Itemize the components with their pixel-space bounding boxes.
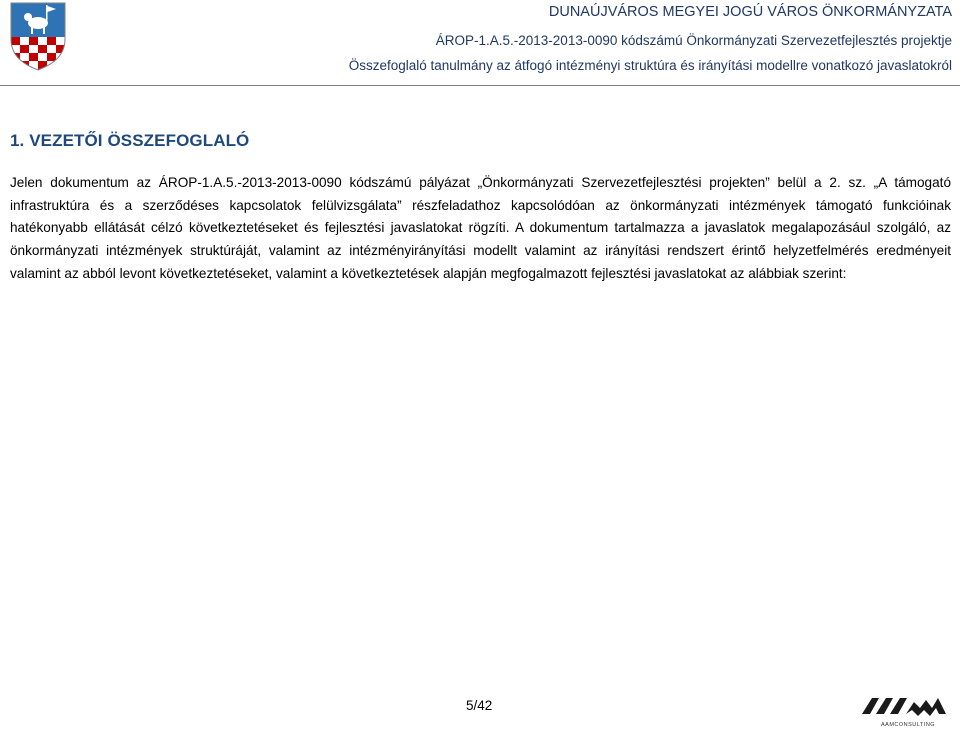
header-divider — [0, 85, 960, 86]
city-coat-of-arms-icon — [9, 1, 67, 71]
document-header — [349, 3, 952, 79]
header-project: ÁROP-1.A.5.-2013-2013-0090 kódszámú Önkormányzati Szervezetfejlesztés projektje — [435, 33, 952, 48]
logo-caption: AAMCONSULTING — [881, 722, 936, 728]
page-number: 5/42 — [466, 698, 493, 713]
header-organization: DUNAÚJVÁROS MEGYEI JOGÚ VÁROS ÖNKORMÁNYZATA — [548, 4, 952, 20]
header-document-title: Összefoglaló tanulmány az átfogó intézményi struktúra és irányítási modellre vonatkozó javaslatokról — [348, 58, 952, 73]
section-heading: 1. VEZETŐI ÖSSZEFOGLALÓ — [10, 131, 250, 150]
summary-paragraph: Jelen dokumentum az ÁROP-1.A.5.-2013-2013-0090 kódszámú pályázat „Önkormányzati Szervezetfejlesztési projekten” belül a 2. sz. „A támogató infrastruktúra és a szerződéses kapcsolatok felülvizsgálata” részfeladathoz kapcsolódóan az önkormányzati intézmények támogató funkcióinak hatékonyabb ellátását célzó következtetéseket és fejlesztési javaslatokat rögzíti. A dokumentum tartalmazza a javaslatok megalapozásául szolgáló, az önkormányzati intézmények struktúráját, valamint az intézményirányítási modellt valamint az irányítási rendszert érintő helyzetfelmérés eredményeit valamint az abból levont következtetéseket, valamint a következtetések alapján megfogalmazott fejlesztési javaslatokat az alábbiak szerint: — [10, 175, 951, 281]
